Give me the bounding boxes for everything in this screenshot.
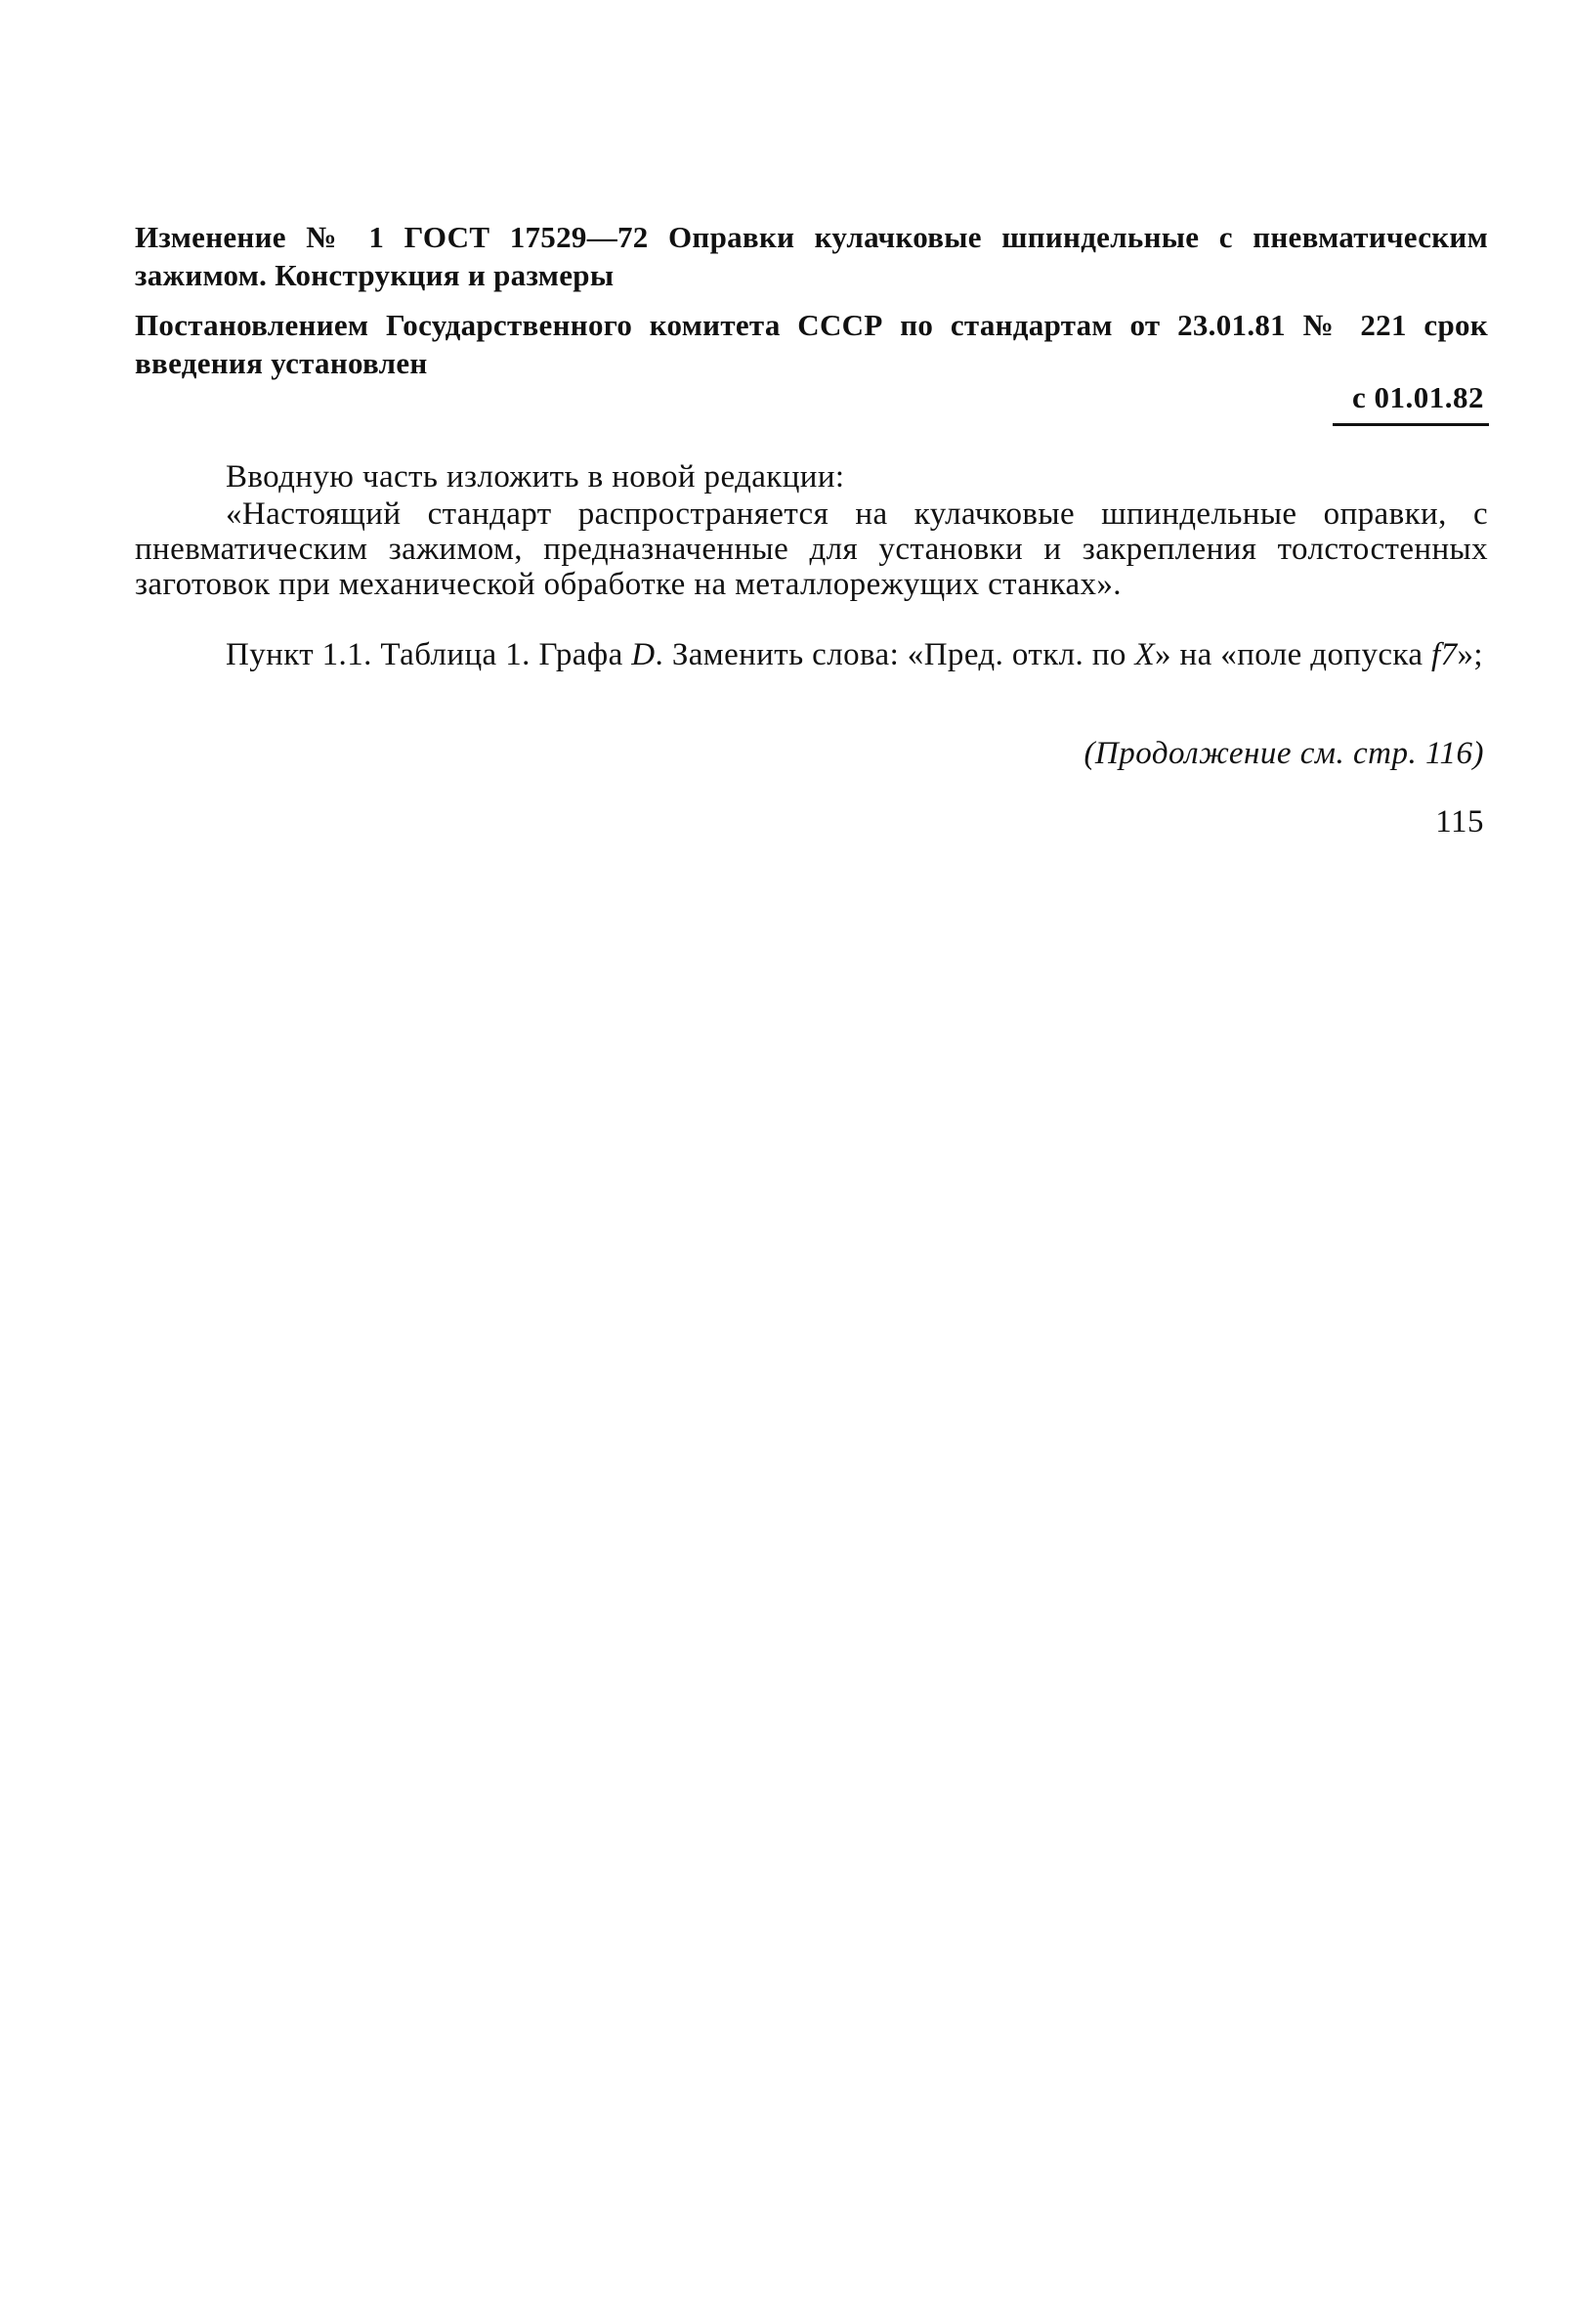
effective-date-underline xyxy=(1333,423,1489,426)
document-page xyxy=(135,0,1488,2324)
continuation-note: (Продолжение см. стр. 116) xyxy=(1083,736,1484,771)
page-number: 115 xyxy=(1435,804,1484,839)
scope-quote-paragraph: «Настоящий стандарт распространяется на кулачковые шпиндельные оправки, с пневматическим зажимом, предназначенные для установки и закрепления толстостенных заготовок при механической обработке на металлорежущих станках». xyxy=(135,496,1488,602)
effective-date: с 01.01.82 xyxy=(1351,380,1484,414)
item-text-part-1: Пункт 1.1. Таблица 1. Графа xyxy=(226,637,632,672)
amendment-title: Изменение № 1 ГОСТ 17529—72 Оправки кулачковые шпиндельные с пневматическим зажимом. Конструкция и размеры xyxy=(135,220,1488,292)
item-tolerance-code: f7 xyxy=(1431,637,1458,672)
item-text-part-2: . Заменить слова: «Пред. откл. по xyxy=(655,637,1135,672)
item-graph-letter: D xyxy=(631,637,656,672)
item-text-part-4: »; xyxy=(1457,637,1483,672)
item-text-part-3: » на «поле допуска xyxy=(1155,637,1432,672)
decree-statement: Постановлением Государственного комитета СССР по стандартам от 23.01.81 № 221 срок введения установлен xyxy=(135,308,1488,380)
item-change-paragraph xyxy=(135,637,1488,672)
intro-paragraph: Вводную часть изложить в новой редакции: xyxy=(226,459,845,495)
item-x-letter: X xyxy=(1134,637,1155,672)
